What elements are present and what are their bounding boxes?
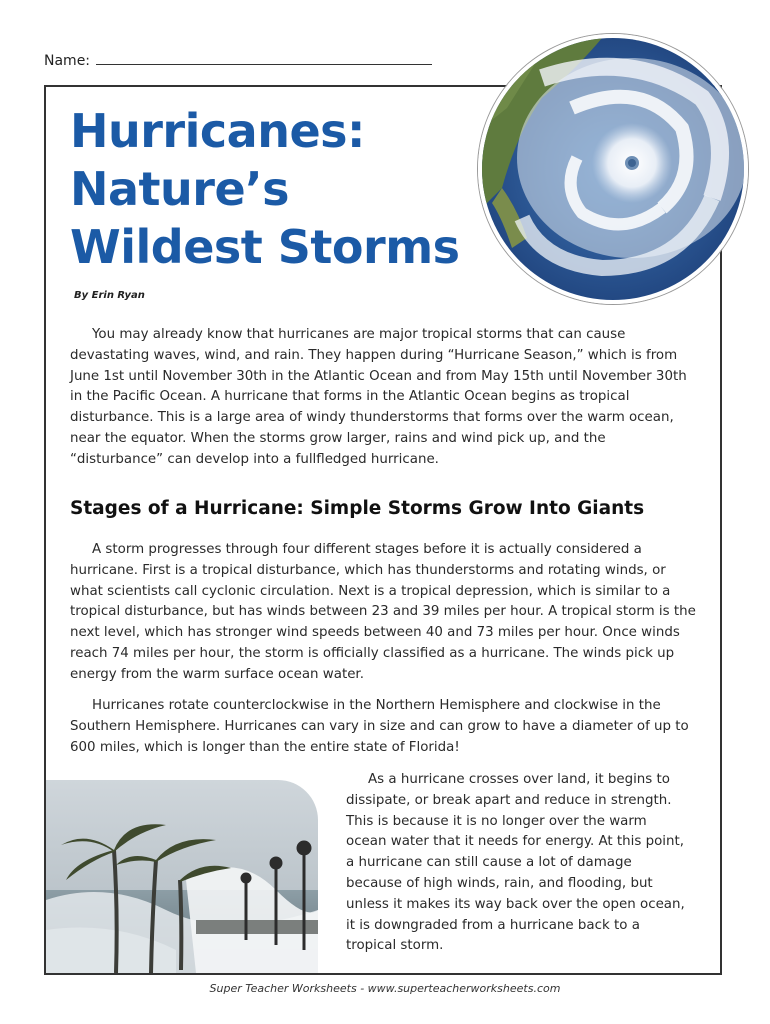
section-heading: Stages of a Hurricane: Simple Storms Grow Into Giants: [70, 498, 645, 519]
rotation-paragraph: Hurricanes rotate counterclockwise in the Northern Hemisphere and clockwise in the Southern Hemisphere. Hurricanes can vary in size and can grow to have a diameter of up to 600 miles, which is longer than the entire state of Florida!: [70, 698, 689, 755]
page-title: [70, 102, 460, 276]
byline: By Erin Ryan: [74, 290, 145, 301]
storm-waterfront-photo: [46, 780, 318, 973]
title-line-1: Hurricanes:: [70, 104, 365, 158]
landfall-paragraph: As a hurricane crosses over land, it begins to dissipate, or break apart and reduce in strength. This is because it is no longer over the warm ocean water that it needs for energy. At this point, a hurricane can still cause a lot of damage because of high winds, rain, and flooding, but unless it makes its way back over the open ocean, it is downgraded from a hurricane back to a tropical storm.: [346, 772, 685, 954]
hurricane-satellite-image: [478, 34, 748, 304]
footer: Super Teacher Worksheets - www.superteacherworksheets.com: [209, 982, 561, 995]
title-line-3: Wildest Storms: [70, 220, 460, 274]
name-blank-line[interactable]: [96, 52, 432, 65]
intro-paragraph: You may already know that hurricanes are major tropical storms that can cause devastating waves, wind, and rain. They happen during “Hurricane Season,” which is from June 1st until November 30th in the Atlantic Ocean and from May 15th until November 30th in the Pacific Ocean. A hurricane that forms in the Atlantic Ocean begins as tropical disturbance. This is a large area of windy thunderstorms that forms over the warm ocean, near the equator. When the storms grow larger, rains and wind pick up, and the “disturbance” can develop into a fullfledged hurricane.: [70, 327, 687, 467]
stages-paragraph: A storm progresses through four different stages before it is actually considered a hurricane. First is a tropical disturbance, which has thunderstorms and rotating winds, or what scientists call cyclonic circulation. Next is a tropical depression, which is similar to a tropical disturbance, but has winds between 23 and 39 miles per hour. A tropical storm is the next level, which has stronger wind speeds between 40 and 73 miles per hour. Once winds reach 74 miles per hour, the storm is officially classified as a hurricane. The winds pick up energy from the warm surface ocean water.: [70, 542, 696, 682]
title-line-2: Nature’s: [70, 162, 290, 216]
name-label: Name:: [44, 53, 91, 69]
name-field[interactable]: [44, 52, 432, 69]
